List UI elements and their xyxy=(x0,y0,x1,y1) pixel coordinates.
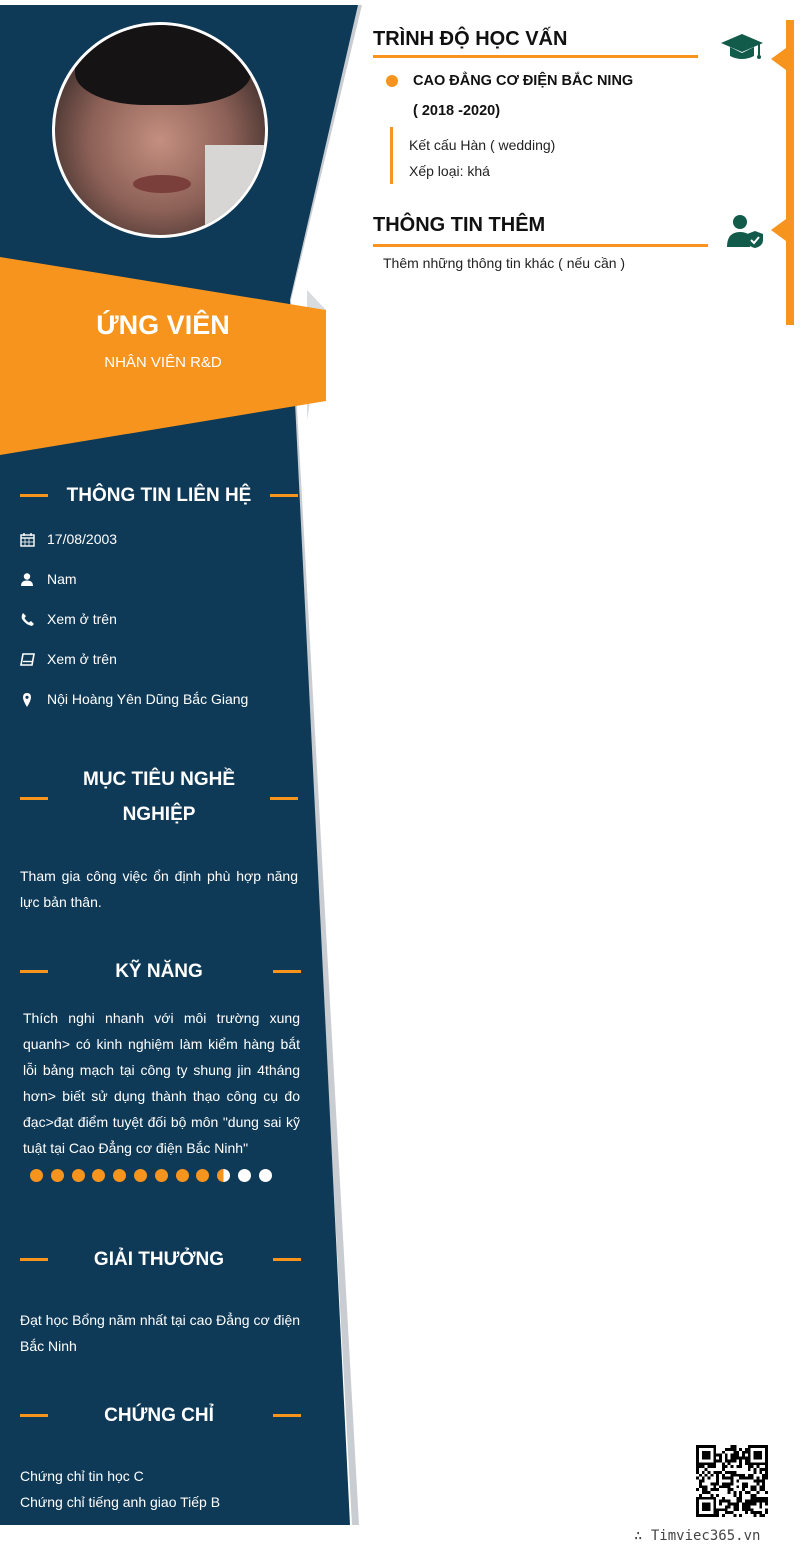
timeline-dot xyxy=(386,75,398,87)
section-dash-right xyxy=(270,797,298,800)
objective-text-line2: lực bản thân. xyxy=(20,894,102,910)
email-icon xyxy=(20,652,36,668)
qr-code xyxy=(696,1445,768,1517)
extra-section-title: THÔNG TIN THÊM xyxy=(373,214,546,236)
contact-item-birthday xyxy=(20,530,320,550)
contact-gender: Nam xyxy=(47,571,77,587)
objective-section-title-line2: NGHIỆP xyxy=(122,804,196,825)
section-dash-right xyxy=(273,1414,301,1417)
awards-section-title: GIẢI THƯỞNG xyxy=(93,1249,225,1270)
awards-text-line2: Bắc Ninh xyxy=(20,1338,77,1354)
section-dash-right xyxy=(270,494,298,497)
extra-text: Thêm những thông tin khác ( nếu cần ) xyxy=(383,255,626,271)
contact-phone: Xem ở trên xyxy=(47,611,117,627)
section-underline xyxy=(373,244,708,247)
section-dash-right xyxy=(273,1258,301,1261)
skills-text-line2: quanh> có kinh nghiệm làm kiểm hàng bắt xyxy=(23,1036,300,1052)
contact-section-title: THÔNG TIN LIÊN HỆ xyxy=(66,485,252,506)
footer-brand-text: Timviec365.vn xyxy=(650,1528,761,1544)
phone-icon xyxy=(20,612,36,628)
triangle-dots-icon: ∴ xyxy=(634,1528,651,1544)
certificate-item: Chứng chỉ tin học C xyxy=(20,1468,144,1484)
calendar-icon xyxy=(20,532,36,548)
user-verified-icon xyxy=(725,213,765,249)
education-rank: Xếp loại: khá xyxy=(409,163,490,179)
contact-item-address xyxy=(20,690,320,710)
candidate-name: ỨNG VIÊN xyxy=(96,310,230,340)
objective-text-line1: Tham gia công việc ổn định phù hợp năng xyxy=(20,868,298,884)
contact-email: Xem ở trên xyxy=(47,651,117,667)
contact-item-gender xyxy=(20,570,320,590)
location-icon xyxy=(20,692,36,708)
rating-dot xyxy=(30,1169,43,1182)
graduation-cap-icon xyxy=(720,32,764,62)
footer-brand xyxy=(634,1528,760,1544)
skills-text-line3: lỗi bảng mạch tại công ty shung jin 4tháng xyxy=(23,1062,300,1078)
contact-item-email xyxy=(20,650,320,670)
right-accent-arrow-2 xyxy=(771,219,786,241)
candidate-position: NHÂN VIÊN R&D xyxy=(104,354,222,371)
certificates-section-title: CHỨNG CHỈ xyxy=(104,1405,214,1426)
rating-dot xyxy=(238,1169,251,1182)
right-accent-line xyxy=(786,20,794,325)
skills-text-line6: tuật tại Cao Đẳng cơ điện Bắc Ninh" xyxy=(23,1140,249,1156)
skills-text-line5: đạc>đạt điểm tuyệt đối bộ môn "dung sai kỹ xyxy=(23,1114,300,1130)
right-accent-arrow-1 xyxy=(771,48,786,70)
skills-text-line4: hơn> biết sử dụng thành thạo công cụ đo xyxy=(23,1088,300,1104)
timeline-line xyxy=(390,127,393,184)
rating-dot xyxy=(51,1169,64,1182)
rating-dot xyxy=(176,1169,189,1182)
section-underline xyxy=(373,55,698,58)
rating-dot xyxy=(72,1169,85,1182)
education-major: Kết cấu Hàn ( wedding) xyxy=(409,137,556,153)
skills-section-title: KỸ NĂNG xyxy=(115,961,203,982)
rating-dot xyxy=(155,1169,168,1182)
objective-section-title-line1: MỤC TIÊU NGHỀ xyxy=(83,769,235,790)
education-section-title: TRÌNH ĐỘ HỌC VẤN xyxy=(373,28,568,50)
rating-dot xyxy=(134,1169,147,1182)
contact-item-phone xyxy=(20,610,320,630)
contact-address: Nội Hoàng Yên Dũng Bắc Giang xyxy=(47,691,249,707)
skills-text-line1: Thích nghi nhanh với môi trường xung xyxy=(23,1010,300,1026)
rating-dot xyxy=(259,1169,272,1182)
user-icon xyxy=(20,572,36,588)
education-years: ( 2018 -2020) xyxy=(413,103,501,119)
education-school: CAO ĐẲNG CƠ ĐIỆN BẮC NING xyxy=(413,73,634,89)
section-dash-right xyxy=(273,970,301,973)
section-dash-left xyxy=(20,797,48,800)
awards-text-line1: Đạt học Bổng năm nhất tại cao Đẳng cơ điện xyxy=(20,1312,301,1328)
avatar xyxy=(52,22,268,238)
certificate-item: Chứng chỉ tiếng anh giao Tiếp B xyxy=(20,1494,221,1510)
contact-birthday: 17/08/2003 xyxy=(47,531,118,547)
